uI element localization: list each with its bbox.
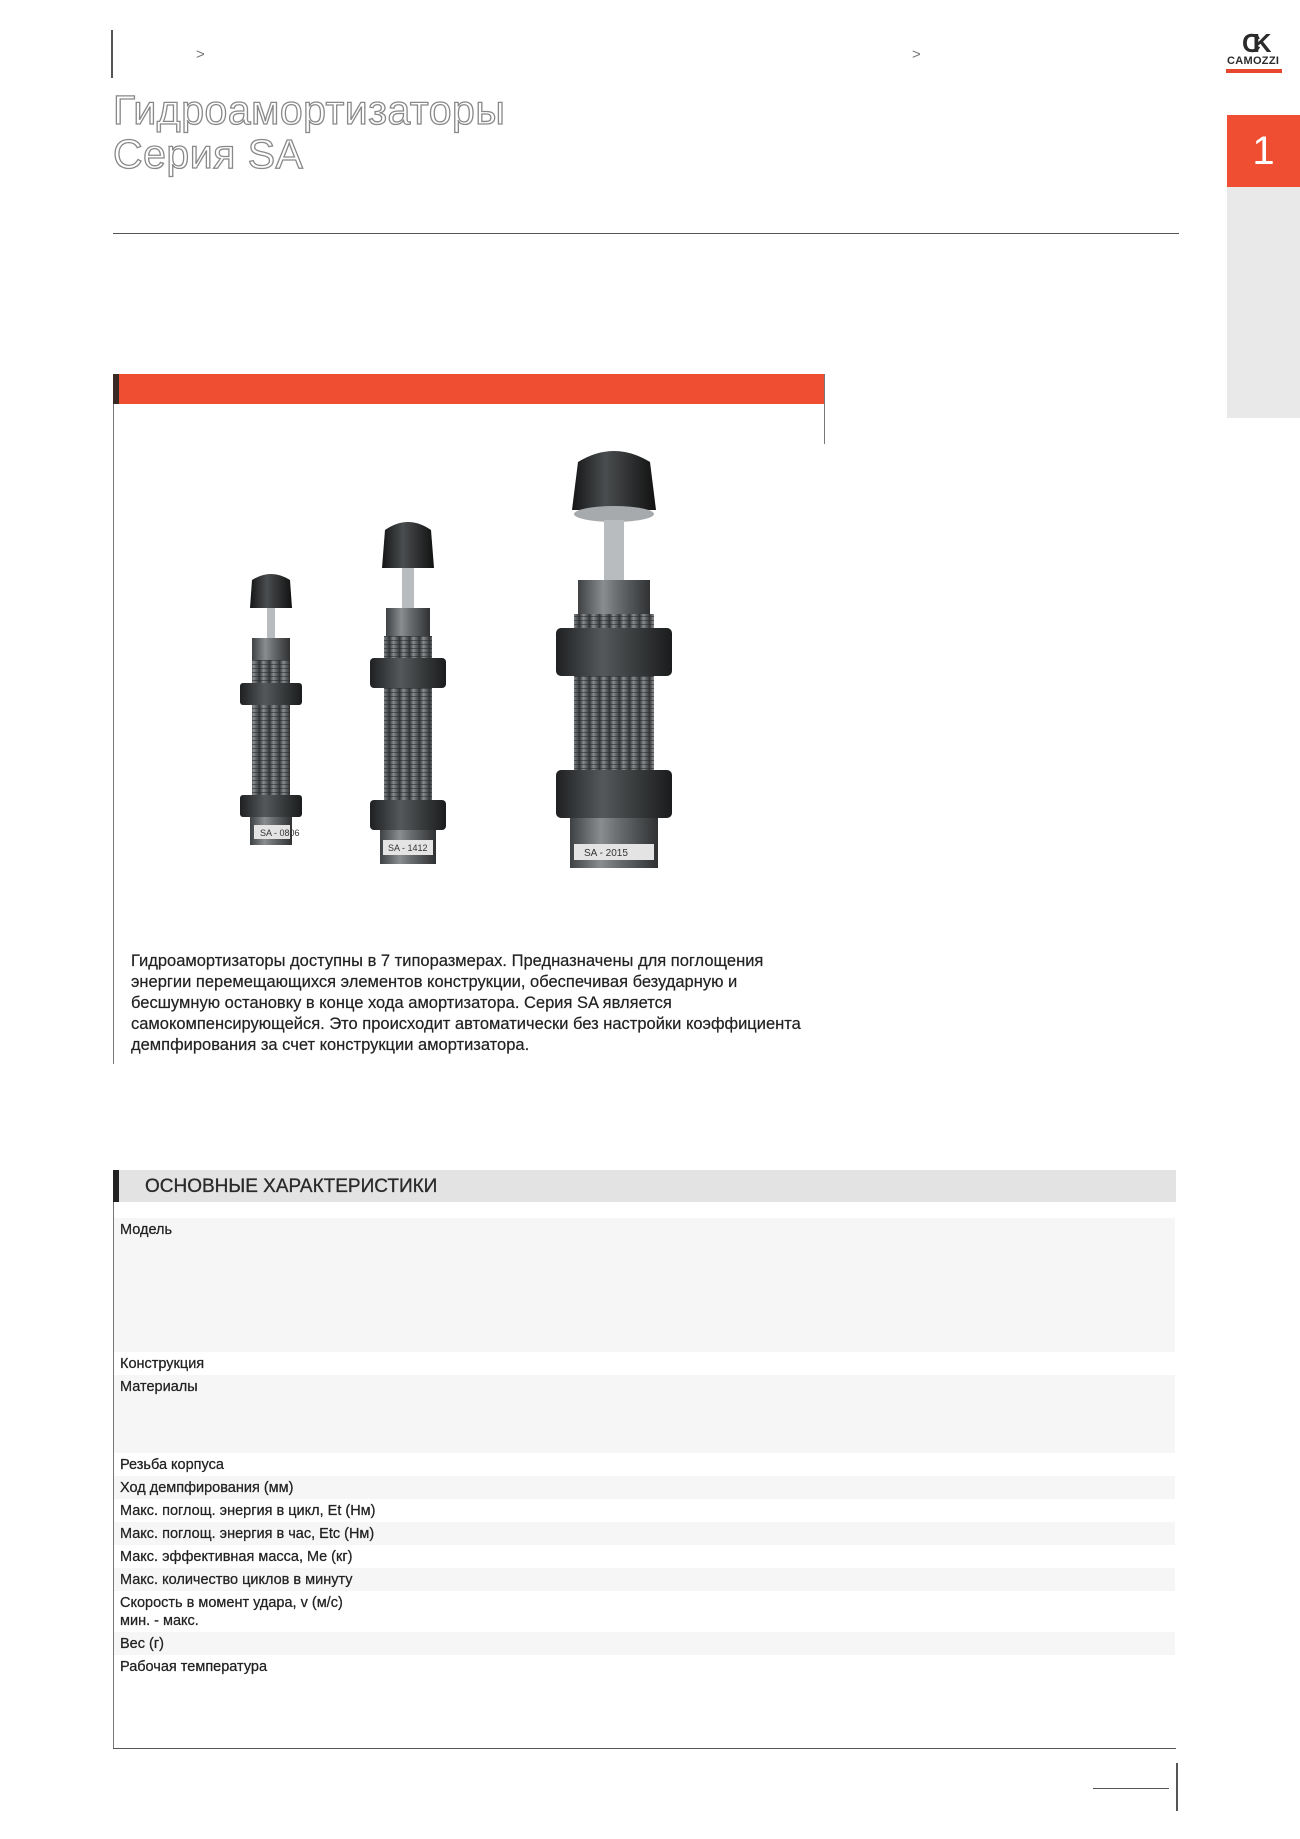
brand-accent-bar xyxy=(1226,69,1282,73)
spec-row-cycles xyxy=(114,1568,1175,1591)
spec-label: Макс. поглощ. энергия в час, Etc (Нм) xyxy=(120,1526,375,1542)
spec-label: Вес (г) xyxy=(120,1636,164,1652)
spec-label: Рабочая температура xyxy=(120,1659,268,1675)
specs-header-edge xyxy=(113,1170,119,1202)
breadcrumb-separator[interactable]: > xyxy=(196,46,205,63)
page-subtitle-line: Серия SA xyxy=(113,131,304,177)
spec-label: Конструкция xyxy=(120,1356,205,1372)
spec-row-temperature xyxy=(114,1655,1175,1748)
specs-header xyxy=(113,1170,1176,1202)
product-description: Гидроамортизаторы доступны в 7 типоразмерах. Предназначены для поглощения энергии перемещающихся элементов конструкции, обеспечивая безударную и бесшумную остановку в конце хода амортизатора. Серия SA является самокомпенсирующейся. Это происходит автоматически без настройки коэффициента демпфирования за счет конструкции амортизатора. xyxy=(131,952,801,1054)
camozzi-logo[interactable] xyxy=(1224,28,1284,74)
spec-label: Скорость в момент удара, v (м/с) мин. - макс. xyxy=(120,1595,343,1629)
breadcrumb-separator[interactable]: > xyxy=(912,46,921,63)
spec-row-materials xyxy=(114,1375,1175,1453)
specs-title: ОСНОВНЫЕ ХАРАКТЕРИСТИКИ xyxy=(145,1176,438,1197)
specs-bottom-border xyxy=(113,1748,1176,1749)
shock-absorber-large xyxy=(556,451,672,868)
spec-row-model xyxy=(114,1218,1175,1352)
spec-row-construction xyxy=(114,1352,1175,1375)
brand-mark-icon: CK xyxy=(1242,28,1264,58)
section-tab[interactable]: 1 xyxy=(1227,115,1300,187)
shock-absorber-small xyxy=(240,574,302,845)
product-label: SA - 2015 xyxy=(584,848,628,859)
title-divider xyxy=(113,233,1179,234)
spec-row-weight xyxy=(114,1632,1175,1655)
footer-divider xyxy=(1093,1788,1169,1789)
card-header-edge xyxy=(113,374,119,404)
page-title xyxy=(113,88,505,176)
spec-label: Материалы xyxy=(120,1379,198,1395)
spec-label: Макс. эффективная масса, Me (кг) xyxy=(120,1549,353,1565)
spec-row-energy-hour xyxy=(114,1522,1175,1545)
card-header-bar xyxy=(113,374,824,404)
spec-row-thread xyxy=(114,1453,1175,1476)
spec-row-energy-cycle xyxy=(114,1499,1175,1522)
spec-label: Резьба корпуса xyxy=(120,1457,224,1473)
spec-row-effective-mass xyxy=(114,1545,1175,1568)
spec-row-stroke xyxy=(114,1476,1175,1499)
product-label: SA - 1412 xyxy=(388,843,428,853)
brand-name: CAMOZZI xyxy=(1227,55,1280,67)
header-divider xyxy=(111,30,113,78)
spec-label: Ход демпфирования (мм) xyxy=(120,1480,294,1496)
spec-label: Модель xyxy=(120,1222,173,1238)
card-border xyxy=(113,404,114,1064)
page-title-line: Гидроамортизаторы xyxy=(113,87,506,133)
spec-row-impact-speed xyxy=(114,1591,1175,1632)
spec-label: Макс. поглощ. энергия в цикл, Et (Нм) xyxy=(120,1503,376,1519)
product-photo xyxy=(170,440,710,900)
card-border xyxy=(824,374,825,444)
footer-divider xyxy=(1176,1763,1178,1811)
spec-label: Макс. количество циклов в минуту xyxy=(120,1572,353,1588)
product-label: SA - 0806 xyxy=(260,828,300,838)
shock-absorber-medium xyxy=(370,522,446,864)
